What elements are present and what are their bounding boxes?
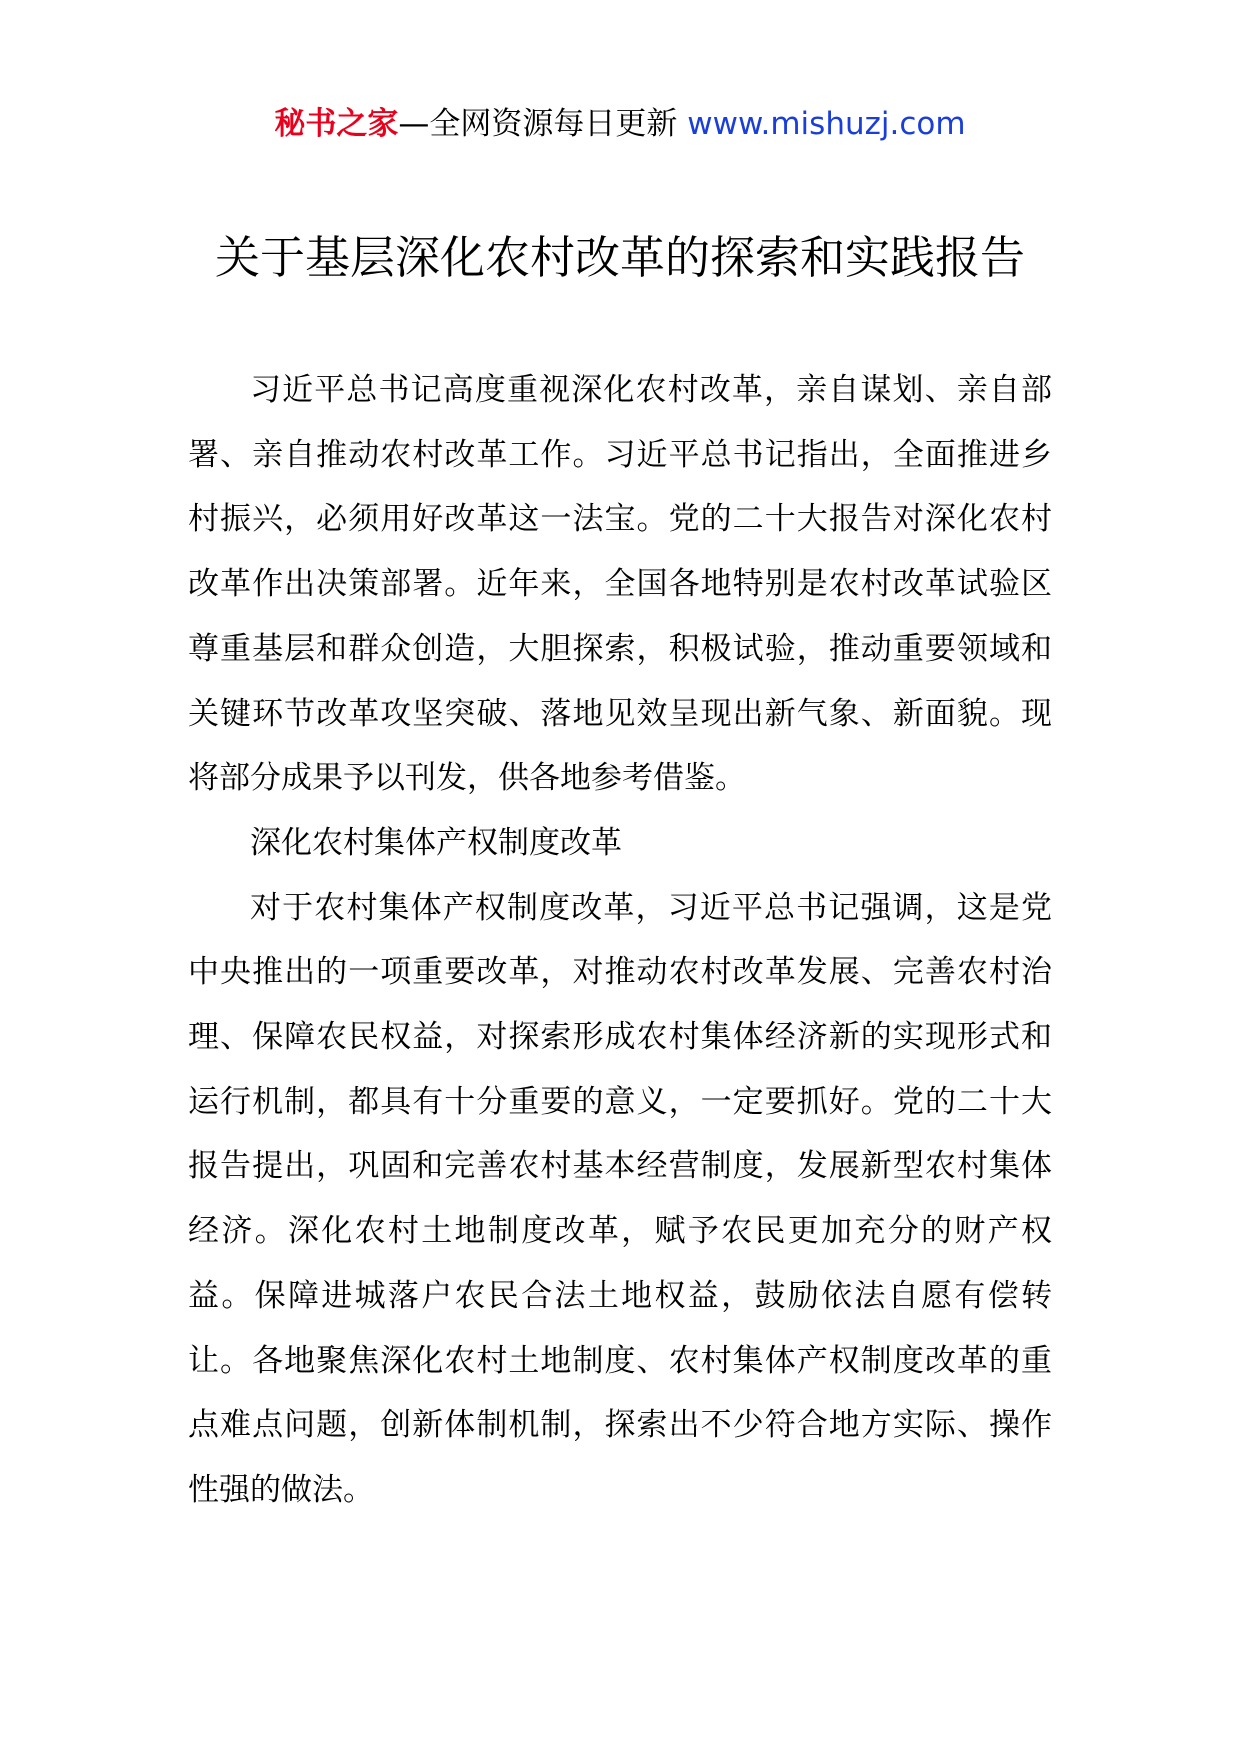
intro-paragraph: 习近平总书记高度重视深化农村改革，亲自谋划、亲自部署、亲自推动农村改革工作。习近平总书记指出，全面推进乡村振兴，必须用好改革这一法宝。党的二十大报告对深化农村改革作出决策部署。近年来，全国各地特别是农村改革试验区尊重基层和群众创造，大胆探索，积极试验，推动重要领域和关键环节改革攻坚突破、落地见效呈现出新气象、新面貌。现将部分成果予以刊发，供各地参考借鉴。 [188,372,1052,797]
document-body [188,358,1052,1523]
brand-name: 秘书之家 [274,106,399,142]
document-title: 关于基层深化农村改革的探索和实践报告 [214,231,1025,284]
section-paragraph: 对于农村集体产权制度改革，习近平总书记强调，这是党中央推出的一项重要改革，对推动农村改革发展、完善农村治理、保障农民权益，对探索形成农村集体经济新的实现形式和运行机制，都具有十分重要的意义，一定要抓好。党的二十大报告提出，巩固和完善农村基本经营制度，发展新型农村集体经济。深化农村土地制度改革，赋予农民更加充分的财产权益。保障进城落户农民合法土地权益，鼓励依法自愿有偿转让。各地聚焦深化农村土地制度、农村集体产权制度改革的重点难点问题，创新体制机制，探索出不少符合地方实际、操作性强的做法。 [188,889,1052,1508]
banner-tagline: —全网资源每日更新 [398,106,678,142]
site-url-link[interactable]: www.mishuzj.com [687,106,966,142]
site-banner [0,104,1240,144]
section-heading: 深化农村集体产权制度改革 [250,824,622,861]
